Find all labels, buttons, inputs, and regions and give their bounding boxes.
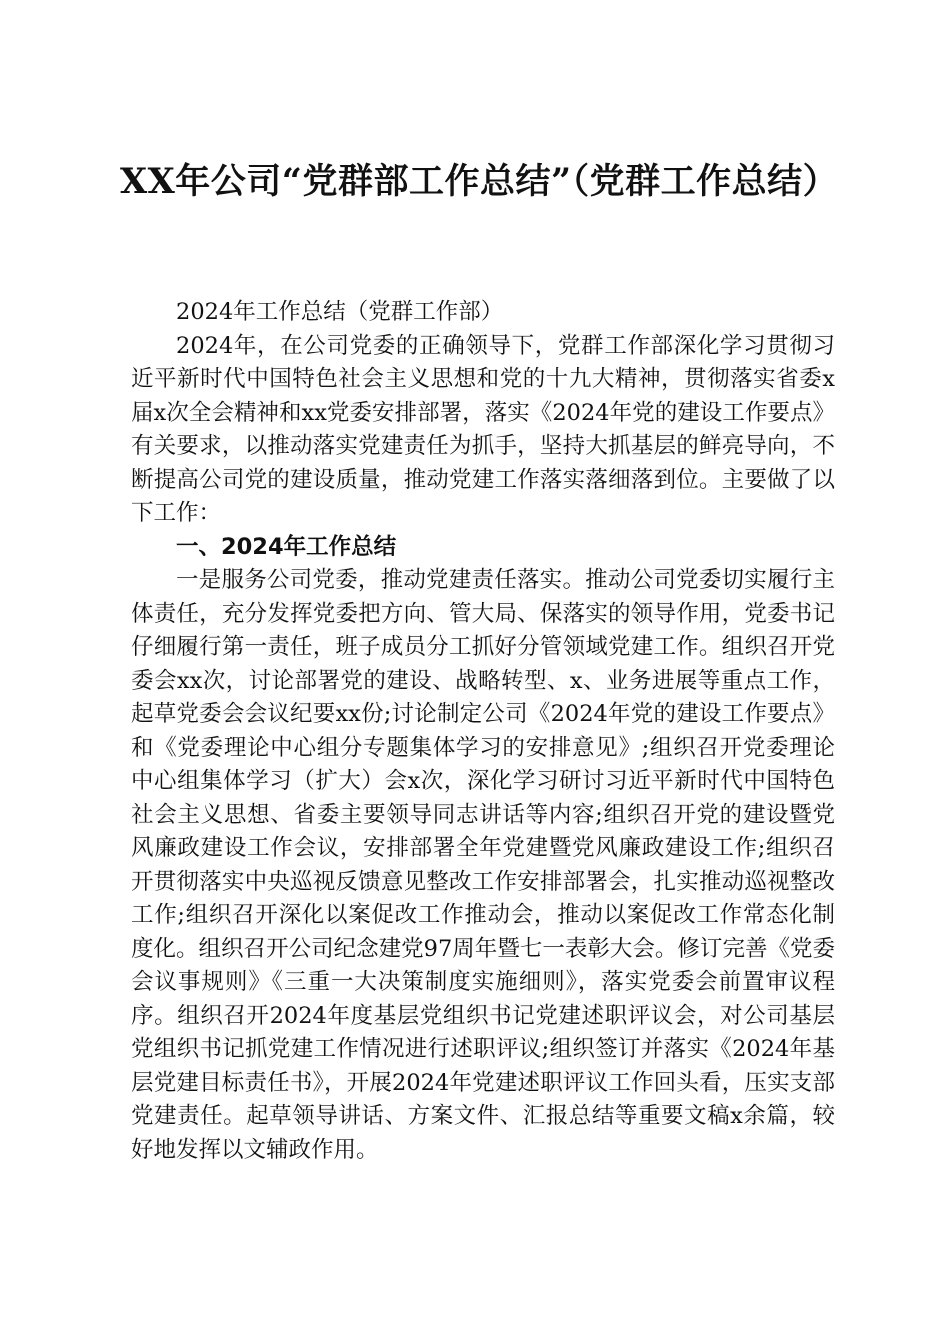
document-title: XX年公司“党群部工作总结”（党群工作总结） (120, 161, 839, 202)
document-body (131, 296, 835, 1167)
section-heading: 一、2024年工作总结 (176, 533, 397, 560)
document-subtitle: 2024年工作总结（党群工作部） (176, 299, 504, 325)
intro-paragraph: 2024年，在公司党委的正确领导下，党群工作部深化学习贯彻习近平新时代中国特色社会主义思想和党的十九大精神，贯彻落实省委x届x次全会精神和xx党委安排部署，落实《2024年党的建设工作要点》有关要求，以推动落实党建责任为抓手，坚持大抓基层的鲜亮导向，不断提高公司党的建设质量，推动党建工作落实落细落到位。主要做了以下工作： (131, 332, 835, 526)
section-paragraph: 一是服务公司党委，推动党建责任落实。推动公司党委切实履行主体责任，充分发挥党委把方向、管大局、保落实的领导作用，党委书记仔细履行第一责任，班子成员分工抓好分管领域党建工作。组织召开党委会xx次，讨论部署党的建设、战略转型、x、业务进展等重点工作，起草党委会会议纪要xx份;讨论制定公司《2024年党的建设工作要点》和《党委理论中心组分专题集体学习的安排意见》;组织召开党委理论中心组集体学习（扩大）会x次，深化学习研讨习近平新时代中国特色社会主义思想、省委主要领导同志讲话等内容;组织召开党的建设暨党风廉政建设工作会议，安排部署全年党建暨党风廉政建设工作;组织召开贯彻落实中央巡视反馈意见整改工作安排部署会，扎实推动巡视整改工作;组织召开深化以案促改工作推动会，推动以案促改工作常态化制度化。组织召开公司纪念建党97周年暨七一表彰大会。修订完善《党委会议事规则》《三重一大决策制度实施细则》，落实党委会前置审议程序。组织召开2024年度基层党组织书记党建述职评议会，对公司基层党组织书记抓党建工作情况进行述职评议;组织签订并落实《2024年基层党建目标责任书》，开展2024年党建述职评议工作回头看，压实支部党建责任。起草领导讲话、方案文件、汇报总结等重要文稿x余篇，较好地发挥以文辅政作用。 (131, 567, 835, 1163)
